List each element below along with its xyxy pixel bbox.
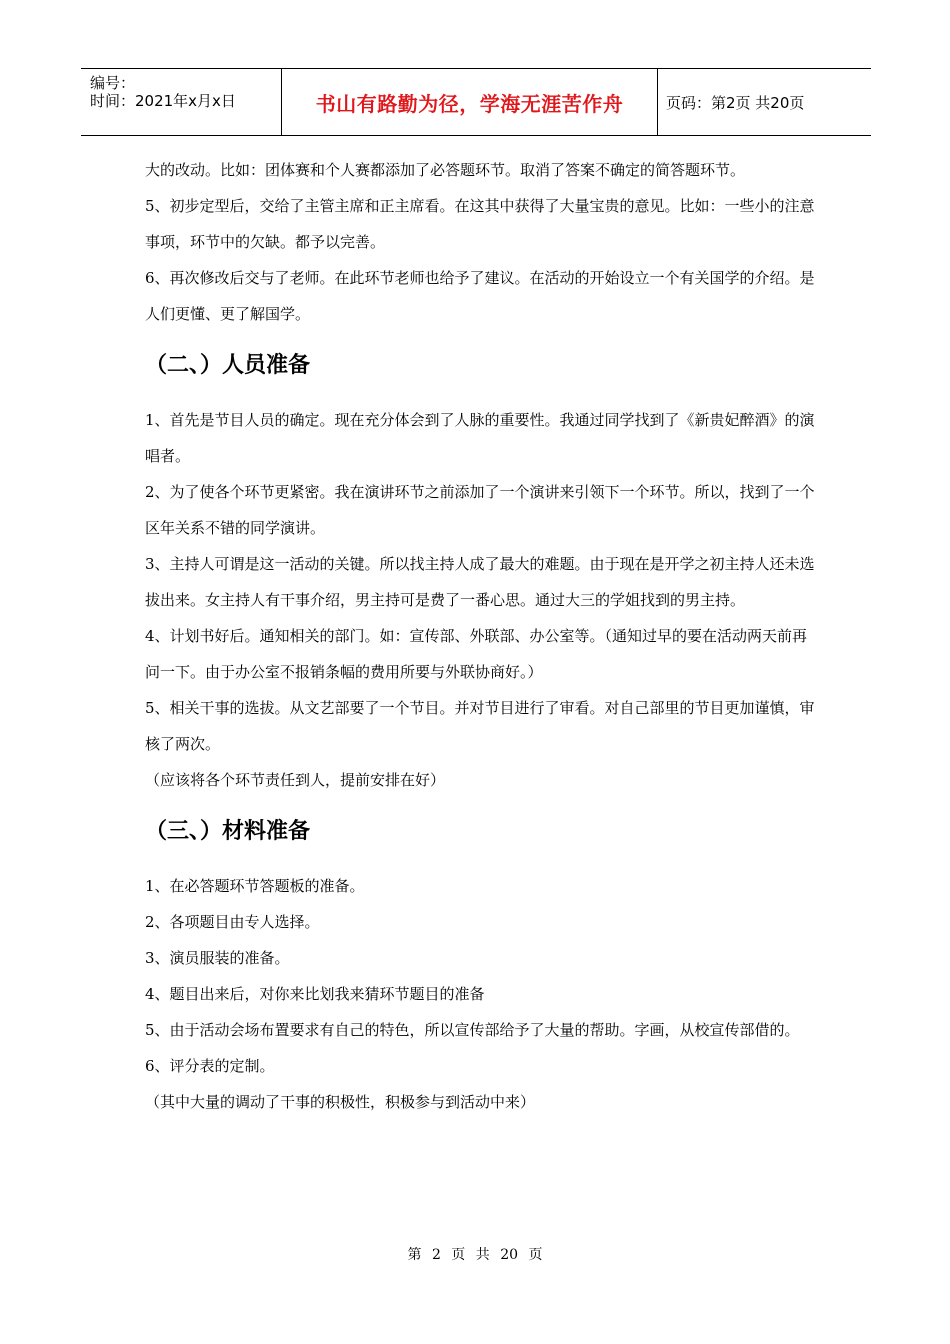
motto-text: 书山有路勤为径，学海无涯苦作舟 — [315, 91, 624, 116]
materials-item: 5、由于活动会场布置要求有自己的特色，所以宣传部给予了大量的帮助。字画，从校宣传部借的。 — [145, 1021, 800, 1039]
page-header — [81, 68, 871, 136]
header-motto-cell — [282, 69, 658, 135]
personnel-item: 1、首先是节目人员的确定。现在充分体会到了人脉的重要性。我通过同学找到了《新贵妃醉酒》的演唱者。 — [145, 411, 815, 465]
materials-item: 4、题目出来后，对你来比划我来猜环节题目的准备 — [145, 985, 485, 1003]
personnel-item: 3、主持人可谓是这一活动的关键。所以找主持人成了最大的难题。由于现在是开学之初主持人还未选拔出来。女主持人有干事介绍，男主持可是费了一番心思。通过大三的学姐找到的男主持。 — [145, 555, 815, 609]
header-page-info: 页码：第2页 共20页 — [666, 93, 805, 112]
document-body — [145, 152, 815, 1120]
materials-item: 2、各项题目由专人选择。 — [145, 913, 320, 931]
intro-paragraph: 6、再次修改后交与了老师。在此环节老师也给予了建议。在活动的开始设立一个有关国学的介绍。是人们更懂、更了解国学。 — [145, 269, 815, 323]
personnel-item: 4、计划书好后。通知相关的部门。如：宣传部、外联部、办公室等。（通知过早的要在活动两天前再问一下。由于办公室不报销条幅的费用所要与外联协商好。） — [145, 627, 808, 681]
materials-note: （其中大量的调动了干事的积极性，积极参与到活动中来） — [145, 1093, 536, 1111]
header-meta — [81, 69, 282, 135]
date-label: 时间：2021年x月x日 — [90, 92, 236, 110]
section-heading-personnel: （二、）人员准备 — [145, 353, 311, 378]
page-footer: 第 2 页 共 20 页 — [407, 1247, 543, 1263]
section-heading-materials: （三、）材料准备 — [145, 819, 311, 844]
materials-item: 6、评分表的定制。 — [145, 1057, 275, 1075]
personnel-item: 2、为了使各个环节更紧密。我在演讲环节之前添加了一个演讲来引领下一个环节。所以，找到了一个区年关系不错的同学演讲。 — [145, 483, 815, 537]
number-label: 编号： — [90, 74, 136, 92]
intro-paragraph: 5、初步定型后，交给了主管主席和正主席看。在这其中获得了大量宝贵的意见。比如：一些小的注意事项，环节中的欠缺。都予以完善。 — [145, 197, 815, 251]
materials-item: 3、演员服装的准备。 — [145, 949, 290, 967]
materials-item: 1、在必答题环节答题板的准备。 — [145, 877, 365, 895]
personnel-note: （应该将各个环节责任到人，提前安排在好） — [145, 771, 446, 789]
intro-paragraph: 大的改动。比如：团体赛和个人赛都添加了必答题环节。取消了答案不确定的简答题环节。 — [145, 161, 746, 179]
personnel-item: 5、相关干事的选拔。从文艺部要了一个节目。并对节目进行了审看。对自己部里的节目更加谨慎，审核了两次。 — [145, 699, 815, 753]
